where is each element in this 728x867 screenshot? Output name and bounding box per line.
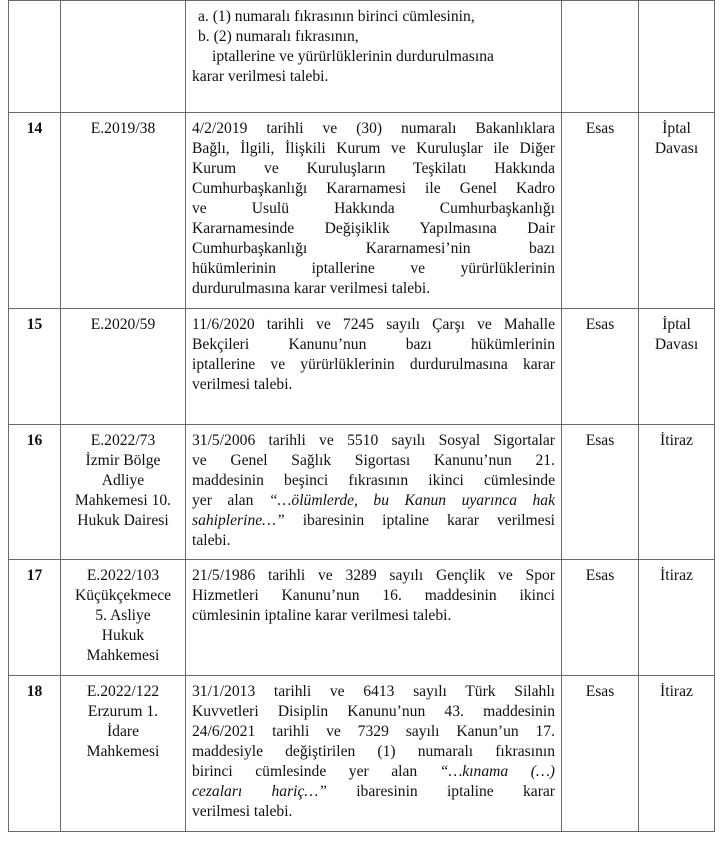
- description-line: Cumhurbaşkanlığı Kararnamesi ile Genel Kadro: [192, 180, 555, 197]
- description-line: Cumhurbaşkanlığı Kararnamesi’nin bazı: [192, 240, 555, 257]
- document-page: [8, 0, 715, 832]
- description-line: verilmesi talebi.: [192, 803, 293, 820]
- description-cell: [185, 560, 561, 676]
- case-kind-line: İtiraz: [660, 567, 693, 584]
- description-line: Bağlı, İlgili, İlişkili Kurum ve Kuruluşlar ile Diğer: [192, 140, 555, 157]
- record-type: Esas: [585, 316, 615, 333]
- description-line: 31/5/2006 tarihli ve 5510 sayılı Sosyal Sigortalar: [192, 432, 555, 449]
- description-line: 24/6/2021 tarihli ve 7329 sayılı Kanun’un 17.: [192, 723, 555, 740]
- description-line: yer alan “…ölümlerde, bu Kanun uyarınca hak: [192, 492, 555, 509]
- row-number-cell: [8, 425, 60, 560]
- row-number: 18: [26, 683, 43, 700]
- case-number-line: Mahkemesi 10.: [74, 492, 172, 509]
- table-row: [8, 560, 715, 676]
- description-line: sahiplerine…” ibaresinin iptaline karar verilmesi: [192, 512, 555, 529]
- row-number-cell: [8, 676, 60, 832]
- case-kind-cell: [638, 0, 715, 113]
- record-type-cell: [561, 113, 638, 309]
- case-number-line: Adliye: [101, 472, 145, 489]
- record-type-cell: [561, 425, 638, 560]
- description-cell: [185, 309, 561, 425]
- case-kind-cell: [638, 560, 715, 676]
- case-number-line: E.2022/103: [86, 567, 160, 584]
- description-line: Kararnamesinde Değişiklik Yapılmasına Dair: [192, 220, 555, 237]
- case-number-cell: [60, 560, 185, 676]
- case-kind-cell: [638, 676, 715, 832]
- case-kind-line: İtiraz: [660, 432, 693, 449]
- record-type-cell: [561, 676, 638, 832]
- description-line: Kuvvetleri Disiplin Kanunu’nun 43. maddesinin: [192, 703, 555, 720]
- record-type: Esas: [585, 120, 615, 137]
- description-line: ve Usulü Hakkında Cumhurbaşkanlığı: [192, 200, 555, 217]
- description-line: birinci cümlesinde yer alan “…kınama (…): [192, 763, 555, 780]
- table-row: [8, 309, 715, 425]
- case-number-line: E.2019/38: [90, 120, 156, 137]
- record-type-cell: [561, 0, 638, 113]
- table-row: [8, 113, 715, 309]
- case-number-line: E.2022/73: [90, 432, 156, 449]
- description-line: iptallerine ve yürürlüklerinin durdurulmasına karar: [192, 356, 555, 373]
- description-cell: [185, 0, 561, 113]
- case-number-line: Hukuk Dairesi: [77, 512, 169, 529]
- case-table: [8, 0, 715, 832]
- case-number-line: Mahkemesi: [86, 647, 160, 664]
- record-type: Esas: [585, 432, 615, 449]
- row-number-cell: [8, 309, 60, 425]
- case-kind-line: İtiraz: [660, 683, 693, 700]
- description-line: maddesiyle değiştirilen (1) numaralı fıkrasının: [192, 743, 555, 760]
- description-line: cezaları hariç…” ibaresinin iptaline karar: [192, 783, 555, 800]
- case-kind-line: İptal: [662, 316, 691, 333]
- case-number-line: Küçükçekmece: [74, 587, 172, 604]
- row-number: 17: [26, 567, 43, 584]
- case-kind-cell: [638, 309, 715, 425]
- table-row: [8, 425, 715, 560]
- case-kind-line: Davası: [654, 140, 699, 157]
- description-line: cümlesinin iptaline karar verilmesi talebi.: [192, 607, 452, 624]
- case-number-cell: [60, 676, 185, 832]
- case-number-line: 5. Asliye: [95, 607, 151, 624]
- description-line: a. (1) numaralı fıkrasının birinci cümlesinin,: [198, 8, 475, 25]
- description-line: Kurum ve Kuruluşların Teşkilatı Hakkında: [192, 160, 555, 177]
- record-type-cell: [561, 309, 638, 425]
- description-cell: [185, 425, 561, 560]
- case-number-line: E.2022/122: [86, 683, 160, 700]
- description-line: verilmesi talebi.: [192, 376, 293, 393]
- case-number-line: Hukuk: [101, 627, 145, 644]
- description-cell: [185, 113, 561, 309]
- case-number-cell: [60, 425, 185, 560]
- description-line: Bekçileri Kanunu’nun bazı hükümlerinin: [192, 336, 555, 353]
- description-line: karar verilmesi talebi.: [192, 68, 329, 85]
- case-number-cell: [60, 0, 185, 113]
- description-line: iptallerine ve yürürlüklerinin durdurulmasına: [212, 48, 494, 65]
- description-line: 11/6/2020 tarihli ve 7245 sayılı Çarşı ve Mahalle: [192, 316, 555, 333]
- description-line: ve Genel Sağlık Sigortası Kanunu’nun 21.: [192, 452, 555, 469]
- description-line: talebi.: [192, 532, 231, 549]
- case-number-line: Mahkemesi: [86, 743, 160, 760]
- row-number-cell: [8, 560, 60, 676]
- description-line: Hizmetleri Kanunu’nun 16. maddesinin ikinci: [192, 587, 555, 604]
- row-number: 14: [26, 120, 43, 137]
- case-number-line: İdare: [106, 723, 140, 740]
- description-line: 4/2/2019 tarihli ve (30) numaralı Bakanlıklara: [192, 120, 555, 137]
- case-kind-line: Davası: [654, 336, 699, 353]
- record-type: Esas: [585, 683, 615, 700]
- case-number-cell: [60, 113, 185, 309]
- description-line: b. (2) numaralı fıkrasının,: [198, 28, 359, 45]
- case-number-line: İzmir Bölge: [85, 452, 161, 469]
- row-number-cell: [8, 113, 60, 309]
- case-kind-cell: [638, 425, 715, 560]
- description-line: durdurulmasına karar verilmesi talebi.: [192, 280, 431, 297]
- case-kind-line: İptal: [662, 120, 691, 137]
- table-row: [8, 0, 715, 113]
- case-number-cell: [60, 309, 185, 425]
- record-type-cell: [561, 560, 638, 676]
- description-line: 21/5/1986 tarihli ve 3289 sayılı Gençlik ve Spor: [192, 567, 555, 584]
- row-number: [9, 1, 60, 12]
- case-kind-cell: [638, 113, 715, 309]
- row-number: 16: [26, 432, 43, 449]
- row-number-cell: [8, 0, 60, 113]
- description-line: maddesinin beşinci fıkrasının ikinci cümlesinde: [192, 472, 555, 489]
- record-type: [562, 1, 638, 12]
- case-number-line: Erzurum 1.: [87, 703, 159, 720]
- description-cell: [185, 676, 561, 832]
- description-line: hükümlerinin iptallerine ve yürürlüklerinin: [192, 260, 555, 277]
- description-line: 31/1/2013 tarihli ve 6413 sayılı Türk Silahlı: [192, 683, 555, 700]
- row-number: 15: [26, 316, 43, 333]
- case-number-line: E.2020/59: [90, 316, 156, 333]
- table-row: [8, 676, 715, 832]
- record-type: Esas: [585, 567, 615, 584]
